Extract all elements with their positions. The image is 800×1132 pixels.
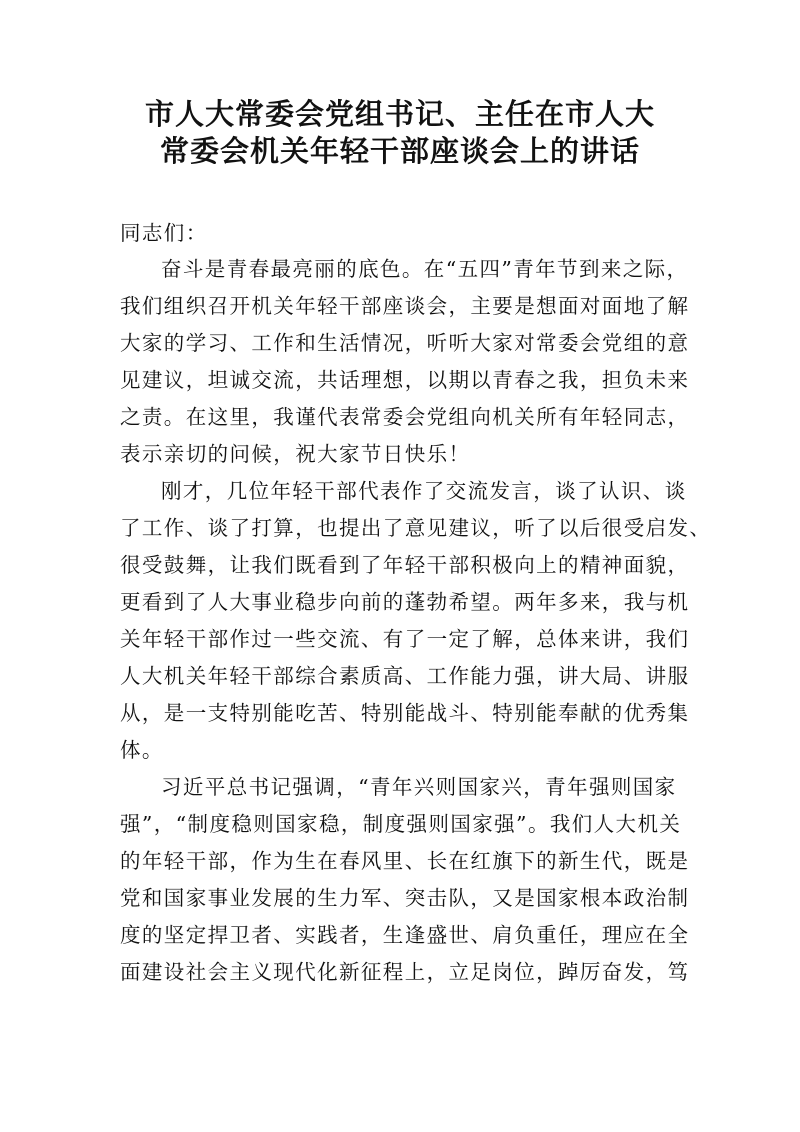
text-line: 更看到了人大事业稳步向前的蓬勃希望。两年多来，我与机 (120, 590, 690, 614)
text-line: 很受鼓舞，让我们既看到了年轻干部积极向上的精神面貌， (120, 553, 690, 577)
text-line: 了工作、谈了打算，也提出了意见建议，听了以后很受启发、 (120, 516, 712, 540)
text-line: 我们组织召开机关年轻干部座谈会，主要是想面对面地了解 (120, 294, 690, 318)
paragraph-2 (120, 473, 712, 769)
speech-body (120, 215, 712, 991)
title-line: 常委会机关年轻干部座谈会上的讲话 (159, 134, 640, 168)
text-line: 人大机关年轻干部综合素质高、工作能力强，讲大局、讲服 (120, 664, 690, 688)
text-line: 度的坚定捍卫者、实践者，生逢盛世、肩负重任，理应在全 (120, 923, 690, 947)
text-line: 大家的学习、工作和生活情况，听听大家对常委会党组的意 (120, 331, 690, 355)
document-title (100, 96, 700, 170)
text-line: 党和国家事业发展的生力军、突击队，又是国家根本政治制 (120, 886, 690, 910)
text-line: 表示亲切的问候，祝大家节日快乐！ (120, 442, 471, 466)
text-line: 关年轻干部作过一些交流、有了一定了解，总体来讲，我们 (120, 627, 690, 651)
text-line: 习近平总书记强调，“青年兴则国家兴，青年强则国家 (161, 775, 677, 799)
title-line: 市人大常委会党组书记、主任在市人大 (144, 97, 655, 131)
paragraph-3 (120, 769, 690, 991)
paragraph-1 (120, 251, 690, 473)
text-line: 之责。在这里，我谨代表常委会党组向机关所有年轻同志， (120, 405, 690, 429)
text-line: 奋斗是青春最亮丽的底色。在“五四”青年节到来之际， (161, 257, 689, 281)
salutation: 同志们： (120, 221, 208, 245)
text-line: 从，是一支特别能吃苦、特别能战斗、特别能奉献的优秀集 (120, 701, 690, 725)
text-line: 面建设社会主义现代化新征程上，立足岗位，踔厉奋发，笃 (120, 960, 690, 984)
text-line: 刚才，几位年轻干部代表作了交流发言，谈了认识、谈 (161, 479, 687, 503)
text-line: 强”，“制度稳则国家稳，制度强则国家强”。我们人大机关 (120, 812, 682, 836)
text-line: 的年轻干部，作为生在春风里、长在红旗下的新生代，既是 (120, 849, 690, 873)
text-line: 体。 (120, 738, 164, 762)
text-line: 见建议，坦诚交流，共话理想，以期以青春之我，担负未来 (120, 368, 690, 392)
